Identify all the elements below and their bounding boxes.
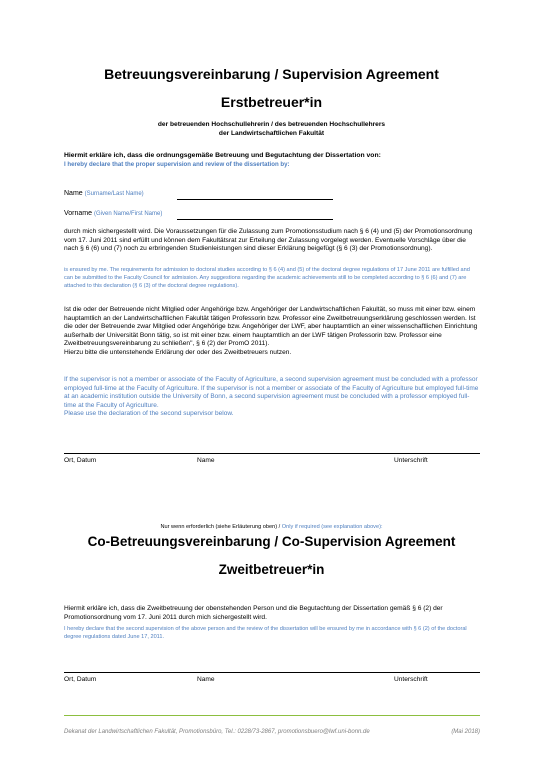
subtitle-description	[0, 120, 543, 138]
document-subtitle: Erstbetreuer*in	[220, 94, 323, 110]
sig2-name: Name	[197, 676, 215, 683]
sig1-ort-datum: Ort, Datum	[64, 457, 97, 464]
sig2-ort-datum: Ort, Datum	[64, 676, 97, 683]
intro-german: Hiermit erkläre ich, dass die ordnungsgemäße Betreuung und Begutachtung der Dissertation von:	[64, 152, 381, 159]
signature-line-1[interactable]	[64, 453, 480, 454]
footer-date: (Mai 2018)	[451, 729, 480, 735]
paragraph-1-english: is ensured by me. The requirements for admission to doctoral studies according to § 6 (4) and (5) of the doctoral degree regulations of 17 June 2011 are fulfilled and can be submitted to the Faculty Council for admission. Any suggestions regarding the academic achievements still to be completed according to § 6 (6) and (7) are attached to this declaration (§ 6 (3) of the doctoral degree regulations).	[64, 267, 470, 289]
paragraph-1-german: durch mich sichergestellt wird. Die Voraussetzungen für die Zulassung zum Promotionsstudium nach § 6 (4) und (5) der Promotionsordnung vom 17. Juni 2011 sind erfüllt und können dem Fakultätsrat zur Erteilung der Zulassung vorgelegt werden. Eventuelle Vorschläge über die nach § 6 (6) und (7) noch zu erbringenden Studienleistungen sind dieser Erklärung beigefügt (§ 6 (3) der Promotionsordnung).	[64, 228, 473, 253]
paragraph-2-english-main: If the supervisor is not a member or associate of the Faculty of Agriculture, a second supervision agreement must be concluded with a professor employed full-time at the Faculty of Agriculture. If the supervisor is not a member or associate of the Faculty of Agriculture but employed full-time at an academic institution outside the University of Bonn, a second supervision agreement must be concluded with a professor employed full-time at the Faculty of Agriculture.	[64, 376, 479, 409]
sub-line-1: der betreuenden Hochschullehrerin / des betreuenden Hochschullehrers	[157, 121, 386, 128]
sig1-name: Name	[197, 457, 215, 464]
footer-rule	[64, 715, 480, 716]
name-label: Name	[64, 190, 83, 197]
footer-contact: Dekanat der Landwirtschaftlichen Fakultät, Promotionsbüro, Tel.: 0228/73-2867, promotionsbuero@lwf.uni-bonn.de	[64, 729, 370, 735]
name-field	[64, 190, 144, 197]
vorname-label: Vorname	[64, 210, 93, 217]
vorname-hint: (Given Name/First Name)	[93, 211, 163, 217]
paragraph-2-english	[64, 376, 480, 419]
sub-line-2: der Landwirtschaftlichen Fakultät	[218, 130, 325, 137]
intro-english: I hereby declare that the proper supervision and review of the dissertation by:	[64, 160, 290, 168]
co-supervision-title: Co-Betreuungsvereinbarung / Co-Supervision Agreement	[87, 534, 456, 549]
requirement-note-german: Nur wenn erforderlich (siehe Erläuterung oben) /	[160, 524, 281, 530]
sig1-unterschrift: Unterschrift	[394, 457, 428, 464]
paragraph-2-german-main: Ist die oder der Betreuende nicht Mitglied oder Angehörige bzw. Angehöriger der Landwirtschaftlichen Fakultät, so muss mit einer bzw. einem hauptamtlich an der Landwirtschaftlichen Fakultät tätigen Professorin bzw. Professor eine Zweitbetreuungserklärung geschlossen werden. Ist die oder der Betreuende zwar Mitglied oder Angehörige bzw. Angehöriger der LWF, aber hauptamtlich an einer wissenschaftlichen Einrichtung außerhalb der Universität Bonn tätig, so ist mit einer bzw. einem hauptamtlich an der LWF tätigen Professorin bzw. Professor eine Zweitbetreuungsvereinbarung zu schließen", § 6 (2) der PromO 2011).	[64, 306, 478, 348]
paragraph-2-german-note: Hierzu bitte die untenstehende Erklärung der oder des Zweitbetreuers nutzen.	[64, 348, 292, 356]
footer	[64, 729, 480, 735]
co-supervision-subtitle: Zweitbetreuer*in	[218, 562, 325, 577]
paragraph-3-german: Hiermit erkläre ich, dass die Zweitbetreuung der obenstehenden Person und die Begutachtung der Dissertation gemäß § 6 (2) der Promotionsordnung vom 17. Juni 2011 durch mich sichergestellt wird.	[64, 605, 443, 621]
vorname-field	[64, 210, 162, 217]
intro-declaration	[64, 152, 494, 169]
name-line[interactable]	[177, 199, 333, 200]
requirement-note-english: Only if required (see explanation above):	[281, 524, 383, 530]
paragraph-3-english: I hereby declare that the second supervision of the above person and the review of the dissertation will be ensured by me in accordance with § 6 (2) of the doctoral degree regulations dated June 17, 2011.	[64, 626, 467, 640]
signature-line-2[interactable]	[64, 672, 480, 673]
vorname-line[interactable]	[177, 219, 333, 220]
requirement-note	[0, 524, 543, 530]
paragraph-2-german	[64, 306, 480, 358]
paragraph-2-english-note: Please use the declaration of the second supervisor below.	[64, 410, 234, 418]
sig2-unterschrift: Unterschrift	[394, 676, 428, 683]
document-title: Betreuungsvereinbarung / Supervision Agreement	[104, 66, 439, 82]
name-hint: (Surname/Last Name)	[84, 191, 144, 197]
